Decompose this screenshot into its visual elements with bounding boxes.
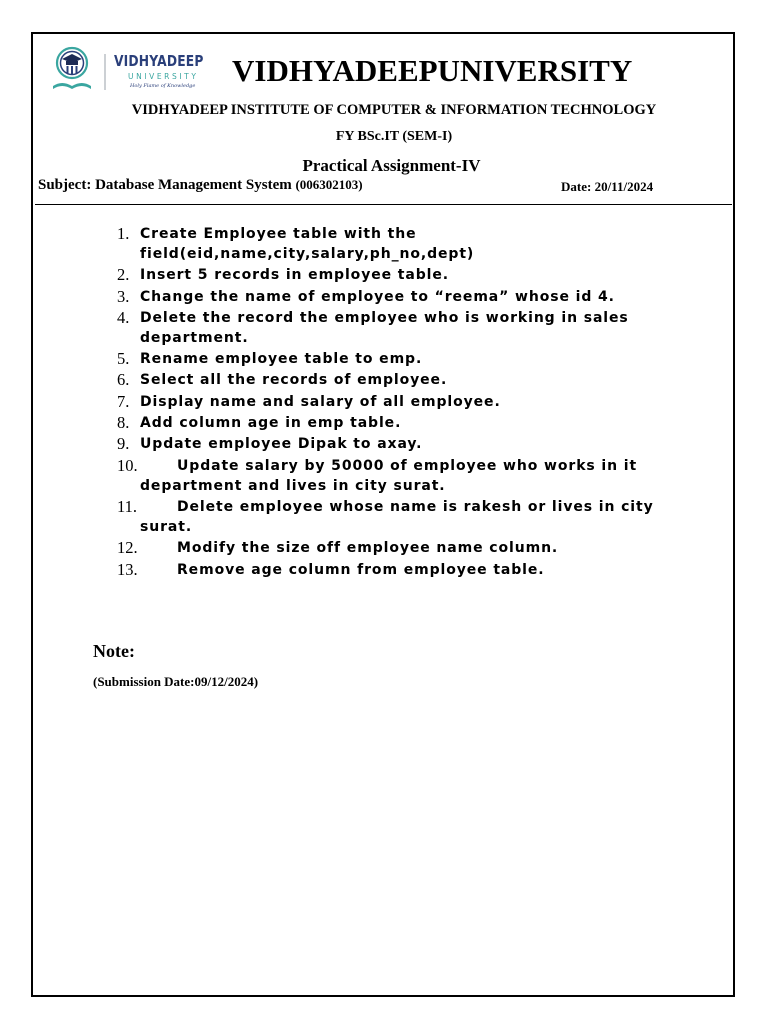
task-text: Delete employee whose name is rakesh or lives in city surat. xyxy=(140,498,654,535)
logo-wordmark: VIDHYADEEP xyxy=(114,52,204,70)
task-item xyxy=(113,497,673,537)
task-item xyxy=(113,392,673,412)
task-text: Display name and salary of all employee. xyxy=(140,393,501,410)
task-text: Select all the records of employee. xyxy=(140,372,448,389)
task-text: Create Employee table with the field(eid,name,city,salary,ph_no,dept) xyxy=(140,226,475,262)
program-name: FY BSc.IT (SEM-I) xyxy=(335,129,453,144)
task-item xyxy=(113,560,673,580)
task-item xyxy=(113,413,673,433)
task-text: Delete the record the employee who is working in sales department. xyxy=(140,309,629,346)
task-text: Update employee Dipak to axay. xyxy=(140,436,423,453)
task-number: 8. xyxy=(117,413,130,433)
task-number: 6. xyxy=(117,370,130,390)
task-text: Modify the size off employee name column. xyxy=(177,540,559,557)
task-number: 11. xyxy=(117,496,138,516)
logo-tagline: Holy Flame of Knowledge xyxy=(130,83,196,89)
task-item xyxy=(113,370,673,390)
task-item xyxy=(113,224,673,264)
note-label: Note: xyxy=(93,641,135,661)
task-number: 3. xyxy=(117,286,130,306)
task-number: 9. xyxy=(117,434,130,454)
institute-name: VIDHYADEEP INSTITUTE OF COMPUTER & INFORMATION TECHNOLOGY xyxy=(131,102,657,118)
task-list xyxy=(113,224,673,580)
task-text: Insert 5 records in employee table. xyxy=(140,267,449,284)
assignment-date: Date: 20/11/2024 xyxy=(561,179,654,194)
university-title: VIDHYADEEPUNIVERSITY xyxy=(232,53,633,88)
task-item xyxy=(113,349,673,369)
task-text: Remove age column from employee table. xyxy=(177,561,545,578)
task-item xyxy=(113,538,673,558)
task-number: 7. xyxy=(117,391,130,411)
subject-label: Subject: Database Management System xyxy=(38,177,292,193)
task-item xyxy=(113,265,673,285)
task-text: Rename employee table to emp. xyxy=(140,351,423,368)
header-divider xyxy=(35,204,732,205)
assignment-title: Practical Assignment-IV xyxy=(302,156,481,175)
task-item xyxy=(113,456,673,496)
subject-code: (006302103) xyxy=(295,177,363,192)
task-text: Add column age in emp table. xyxy=(140,415,402,432)
subject-line xyxy=(38,177,363,194)
task-number: 1. xyxy=(117,224,130,243)
task-text: Change the name of employee to “reema” whose id 4. xyxy=(140,288,615,305)
task-item xyxy=(113,287,673,307)
task-number: 5. xyxy=(117,349,130,369)
task-number: 2. xyxy=(117,265,130,285)
university-logo xyxy=(48,44,218,100)
task-text: Update salary by 50000 of employee who works in it department and lives in city surat. xyxy=(140,457,638,494)
logo-subtitle: UNIVERSITY xyxy=(128,72,199,81)
task-item xyxy=(113,308,673,348)
task-item xyxy=(113,434,673,454)
task-number: 10. xyxy=(117,455,138,475)
submission-date: (Submission Date:09/12/2024) xyxy=(93,674,259,689)
task-number: 4. xyxy=(117,307,130,327)
task-number: 13. xyxy=(117,559,138,579)
task-number: 12. xyxy=(117,538,138,558)
